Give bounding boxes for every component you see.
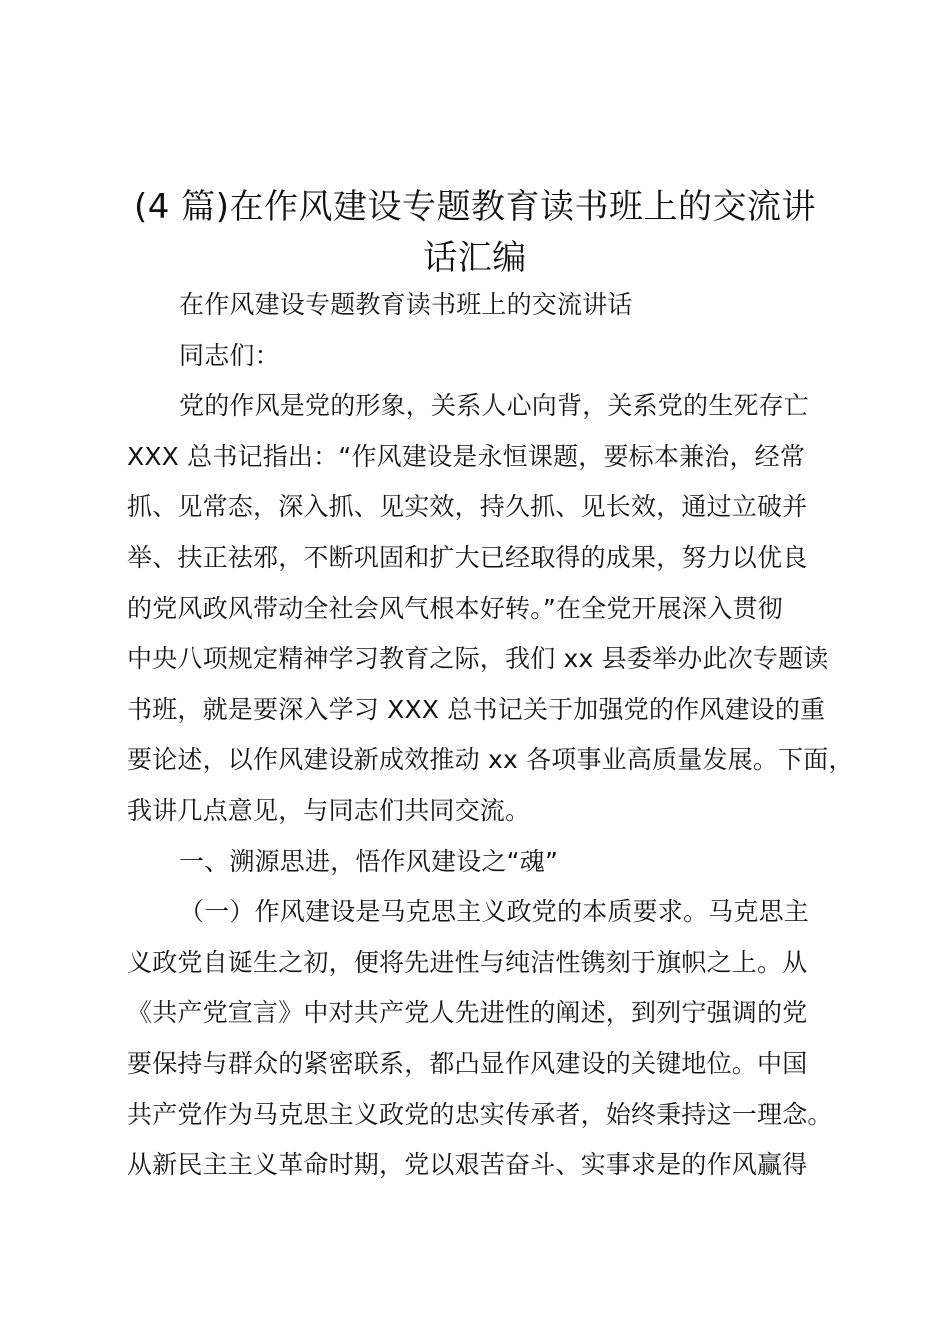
title-line-1: (4 篇)在作风建设专题教育读书班上的交流讲 bbox=[134, 187, 816, 227]
paragraph-line: 要保持与群众的紧密联系，都凸显作风建设的关键地位。中国 bbox=[127, 1048, 808, 1078]
paragraph-line: 举、扶正祛邪，不断巩固和扩大已经取得的成果，努力以优良 bbox=[127, 542, 808, 572]
paragraph-line: 从新民主主义革命时期，党以艰苦奋斗、实事求是的作风赢得 bbox=[127, 1150, 808, 1180]
paragraph-line: 共产党作为马克思主义政党的忠实传承者，始终秉持这一理念。 bbox=[127, 1099, 833, 1129]
paragraph-line: 《共产党宣言》中对共产党人先进性的阐述，到列宁强调的党 bbox=[127, 998, 808, 1028]
paragraph-line: 书班，就是要深入学习 XXX 总书记关于加强党的作风建设的重 bbox=[127, 694, 826, 724]
title-line-2: 话汇编 bbox=[423, 238, 527, 278]
paragraph-2 bbox=[127, 887, 833, 1191]
paragraph-line: 要论述，以作风建设新成效推动 xx 各项事业高质量发展。下面， bbox=[127, 745, 854, 775]
paragraph-line: 抓、见常态，深入抓、见实效，持久抓、见长效，通过立破并 bbox=[127, 492, 808, 522]
paragraph-line: （一）作风建设是马克思主义政党的本质要求。马克思主 bbox=[179, 897, 810, 927]
salutation: 同志们： bbox=[179, 340, 280, 370]
paragraph-1 bbox=[127, 381, 854, 836]
paragraph-line: 党的作风是党的形象，关系人心向背，关系党的生死存亡 bbox=[179, 391, 810, 421]
document-title bbox=[100, 182, 850, 284]
subtitle: 在作风建设专题教育读书班上的交流讲话 bbox=[179, 290, 633, 319]
paragraph-line: XXX 总书记指出：“作风建设是永恒课题，要标本兼治，经常 bbox=[127, 441, 806, 471]
paragraph-line: 中央八项规定精神学习教育之际，我们 xx 县委举办此次专题读 bbox=[127, 644, 829, 674]
paragraph-line: 义政党自诞生之初，便将先进性与纯洁性镌刻于旗帜之上。从 bbox=[127, 947, 808, 977]
paragraph-line: 的党风政风带动全社会风气根本好转。”在全党开展深入贯彻 bbox=[127, 593, 783, 623]
paragraph-line: 我讲几点意见，与同志们共同交流。 bbox=[127, 795, 531, 825]
document-body bbox=[127, 280, 854, 1191]
section-heading: 一、溯源思进，悟作风建设之“魂” bbox=[179, 846, 559, 876]
